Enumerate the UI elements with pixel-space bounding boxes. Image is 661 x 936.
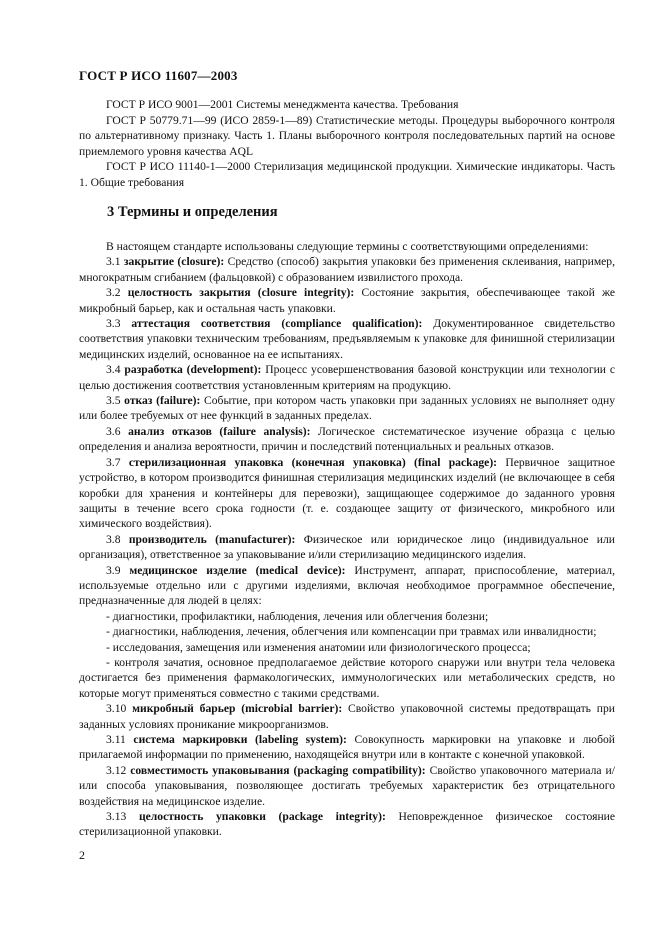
term-3-7: 3.7 стерилизационная упаковка (конечная упаковка) (final package): Первичное защитное устройство, в котором производится финишная стерилизация медицинских изделий (не включающее в себя коробки для хранения и контейнеры для перевозки), защищающее содержимое до заданного уровня защиты в течение всего срока годности (т. е. создающее защиту от физического, микробного или химического воздействия). (79, 455, 615, 531)
section-intro: В настоящем стандарте использованы следующие термины с соответствующими определениями: (106, 240, 589, 253)
purpose-item: - диагностики, наблюдения, лечения, облегчения или компенсации при травмах или инвалидности; (106, 625, 597, 639)
reference-item: ГОСТ Р 50779.71—99 (ИСО 2859-1—89) Статистические методы. Процедуры выборочного контроля по альтернативному признаку. Часть 1. Планы выборочного контроля последовательных партий на основе приемлемого уровня качества AQL (79, 113, 615, 158)
term-3-9: 3.9 медицинское изделие (medical device): Инструмент, аппарат, приспособление, материал, используемые отдельно или с другими изделиями, включая необходимое программное обеспечение, предназначенные для людей в целях: (79, 563, 615, 608)
term-3-8: 3.8 производитель (manufacturer): Физическое или юридическое лицо (индивидуальное или организация), ответственное за упаковывание и/или стерилизацию медицинского изделия. (79, 532, 615, 562)
term-3-5: 3.5 отказ (failure): Событие, при котором часть упаковки при заданных условиях не выполняет одну или более требуемых от нее функций в заданных пределах. (79, 394, 615, 423)
term-3-4: 3.4 разработка (development): Процесс усовершенствования базовой конструкции или технологии с целью достижения соответствия установленным критериям на продукцию. (79, 363, 616, 392)
section-title: 3 Термины и определения (107, 204, 278, 220)
term-3-10: 3.10 микробный барьер (microbial barrier): Свойство упаковочной системы предотвращать при заданных условиях проникание микроорганизмов. (79, 702, 616, 731)
section-body (79, 239, 615, 840)
term-3-13: 3.13 целостность упаковки (package integrity): Неповрежденное физическое состояние стерилизационной упаковки. (79, 810, 615, 839)
reference-item: ГОСТ Р ИСО 9001—2001 Системы менеджмента качества. Требования (106, 98, 459, 111)
purpose-item: - исследования, замещения или изменения анатомии или физиологического процесса; (106, 640, 531, 654)
term-3-1: 3.1 закрытие (closure): Средство (способ) закрытия упаковки без применения склеивания, например, многократным сгибанием (фальцовкой) с образованием извилистого прохода. (79, 255, 616, 284)
reference-item: ГОСТ Р ИСО 11140-1—2000 Стерилизация медицинской продукции. Химические индикаторы. Часть 1. Общие требования (79, 160, 615, 189)
normative-references (79, 97, 615, 191)
term-3-3: 3.3 аттестация соответствия (compliance qualification): Документированное свидетельство соответствия упаковки техническим требованиям, предъявляемым к упаковке для финишной стерилизации медицинских изделий, основанное на ее испытаниях. (79, 317, 615, 361)
purpose-item: - контроля зачатия, основное предполагаемое действие которого снаружи или внутри тела человека достигается без применения фармакологических, иммунологических или метаболических средств, но которые могут применяться совместно с такими средствами. (79, 655, 615, 700)
term-3-6: 3.6 анализ отказов (failure analysis): Логическое систематическое изучение образца с целью определения и анализа вероятности, причин и последствий потенциальных и реальных отказов. (79, 424, 615, 454)
term-3-11: 3.11 система маркировки (labeling system): Совокупность маркировки на упаковке и любой прилагаемой информации по применению, находящейся внутри или в контакте с конечной упаковкой. (79, 733, 615, 762)
document-header: ГОСТ Р ИСО 11607—2003 (79, 68, 238, 83)
term-3-2: 3.2 целостность закрытия (closure integrity): Состояние закрытия, обеспечивающее такой же микробный барьер, как и остальная часть упаковки. (79, 286, 615, 315)
term-3-12: 3.12 совместимость упаковывания (packaging compatibility): Свойство упаковочного материала и/или способа упаковывания, позволяющее достигать требуемых характеристик без отрицательного воздействия на медицинское изделие. (79, 763, 615, 808)
purpose-item: - диагностики, профилактики, наблюдения, лечения или облегчения болезни; (106, 609, 489, 623)
page-number: 2 (79, 848, 85, 862)
